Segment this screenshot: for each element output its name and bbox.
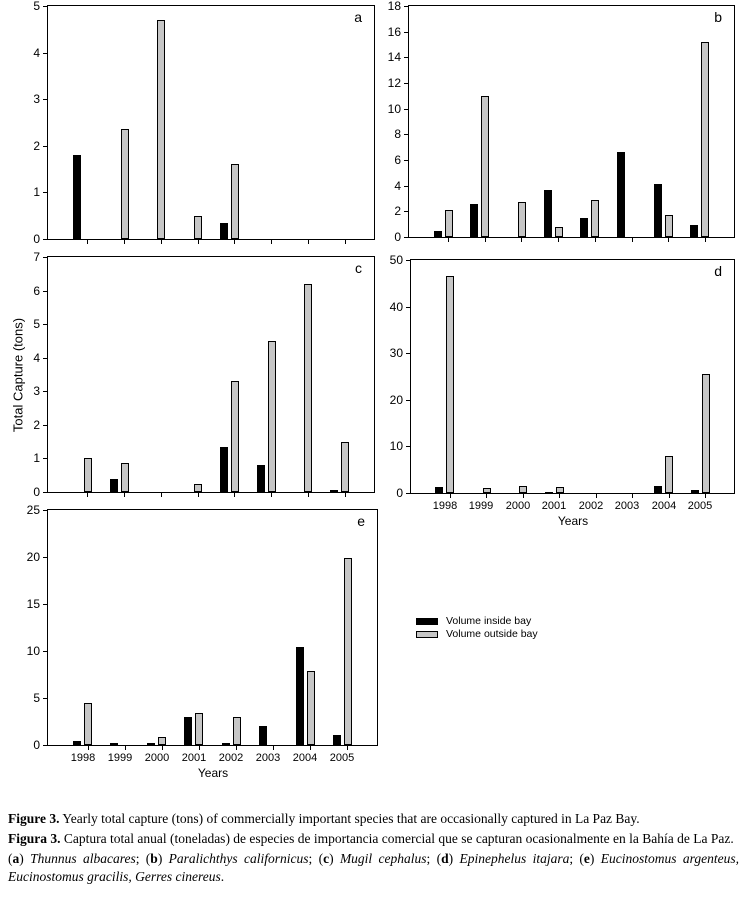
caption-text-run: Mugil cephalus <box>339 851 427 866</box>
bar-outside-1999 <box>481 96 489 237</box>
y-tick-label: 18 <box>387 0 401 13</box>
y-tick-label: 2 <box>33 418 40 432</box>
y-tick-label: 1 <box>33 185 40 199</box>
x-tick <box>345 493 346 497</box>
y-tick <box>43 698 47 699</box>
bar-outside-2001 <box>195 713 203 745</box>
bar-inside-2004 <box>296 647 304 745</box>
legend <box>416 615 538 641</box>
x-tick-label: 2001 <box>181 752 207 764</box>
y-tick-label: 0 <box>33 232 40 246</box>
bar-inside-1999 <box>110 743 118 745</box>
bar-inside-2003 <box>617 152 625 237</box>
y-tick <box>43 557 47 558</box>
bar-inside-2005 <box>691 490 699 493</box>
legend-label-outside-bay: Volume outside bay <box>446 628 538 640</box>
bar-outside-1998 <box>446 276 454 493</box>
x-tick <box>347 746 348 750</box>
y-tick-label: 10 <box>389 439 403 453</box>
x-axis-label-d: Years <box>557 514 589 528</box>
bar-inside-2002 <box>220 223 228 239</box>
y-tick <box>43 291 47 292</box>
y-tick-label: 2 <box>394 204 401 218</box>
bar-inside-1999 <box>110 479 118 492</box>
panel-letter-e: e <box>357 513 365 529</box>
y-tick-label: 5 <box>33 0 40 13</box>
y-tick <box>43 510 47 511</box>
x-tick <box>485 238 486 242</box>
bar-outside-1999 <box>121 463 129 492</box>
y-tick-label: 5 <box>33 691 40 705</box>
x-tick <box>523 494 524 498</box>
y-tick-label: 4 <box>33 46 40 60</box>
y-tick <box>406 307 410 308</box>
bar-inside-2002 <box>580 218 588 237</box>
y-tick-label: 0 <box>33 485 40 499</box>
y-tick-label: 25 <box>26 503 40 517</box>
bar-inside-2003 <box>257 465 265 492</box>
x-tick <box>345 240 346 244</box>
x-tick <box>705 494 706 498</box>
y-tick <box>404 83 408 84</box>
x-tick <box>124 493 125 497</box>
legend-item-inside-bay <box>416 615 538 628</box>
bar-outside-2001 <box>194 484 202 492</box>
figure-caption <box>8 810 739 888</box>
y-tick-label: 0 <box>33 738 40 752</box>
bar-inside-2002 <box>220 447 228 492</box>
y-tick <box>43 99 47 100</box>
y-tick-label: 4 <box>394 179 401 193</box>
x-tick <box>448 238 449 242</box>
x-tick-label: 2005 <box>687 500 713 512</box>
x-axis-label-e: Years <box>197 766 229 780</box>
y-tick-label: 3 <box>33 92 40 106</box>
caption-text-run: a <box>12 851 20 866</box>
caption-text-run: ) <box>157 851 169 866</box>
y-tick <box>404 160 408 161</box>
panel-letter-c: c <box>355 260 362 276</box>
x-tick <box>521 238 522 242</box>
caption-text-run: Epinephelus itajara <box>459 851 570 866</box>
caption-text-run: . <box>220 869 225 884</box>
bar-inside-2001 <box>544 190 552 237</box>
bar-inside-1998 <box>73 741 81 745</box>
y-tick <box>406 493 410 494</box>
y-tick-label: 5 <box>33 317 40 331</box>
bar-inside-2005 <box>333 735 341 745</box>
plot-area-e <box>48 510 377 745</box>
x-tick <box>198 240 199 244</box>
y-tick-label: 20 <box>389 393 403 407</box>
y-tick-label: 14 <box>387 50 401 64</box>
x-tick <box>162 746 163 750</box>
panel-letter-a: a <box>354 9 362 25</box>
caption-paragraph-3 <box>8 850 739 886</box>
y-tick-label: 16 <box>387 25 401 39</box>
caption-text-run: d <box>441 851 449 866</box>
bar-outside-2004 <box>304 284 312 492</box>
plot-area-a <box>48 6 374 239</box>
x-tick-label: 1998 <box>432 500 458 512</box>
bar-inside-1998 <box>434 231 442 237</box>
y-tick <box>43 492 47 493</box>
caption-text-run: Figura 3. <box>8 831 61 846</box>
x-tick <box>234 493 235 497</box>
bar-inside-2004 <box>654 184 662 237</box>
bar-inside-2003 <box>259 726 267 745</box>
bar-inside-1998 <box>73 155 81 239</box>
bar-outside-2001 <box>194 216 202 239</box>
x-tick <box>273 746 274 750</box>
legend-swatch-outside-bay-icon <box>416 631 438 638</box>
y-tick <box>43 146 47 147</box>
legend-swatch-inside-bay-icon <box>416 618 438 625</box>
bar-outside-2001 <box>556 487 564 493</box>
x-tick <box>87 240 88 244</box>
y-tick-label: 2 <box>33 139 40 153</box>
bar-outside-2000 <box>519 486 527 493</box>
x-tick <box>234 240 235 244</box>
bar-outside-2002 <box>231 164 239 239</box>
x-tick <box>161 493 162 497</box>
y-tick-label: 15 <box>26 597 40 611</box>
y-tick-label: 40 <box>389 300 403 314</box>
x-tick <box>632 494 633 498</box>
x-tick <box>236 746 237 750</box>
x-tick <box>199 746 200 750</box>
x-tick <box>308 240 309 244</box>
bar-inside-2005 <box>690 225 698 237</box>
x-tick-label: 2004 <box>292 752 318 764</box>
bar-outside-2002 <box>591 200 599 237</box>
caption-text-run: Yearly total capture (tons) of commercially important species that are occasionally captured in La Paz Bay. <box>59 811 640 826</box>
y-tick-label: 0 <box>396 486 403 500</box>
y-tick <box>406 446 410 447</box>
caption-text-run: Captura total anual (toneladas) de especies de importancia comercial que se capturan ocasionalmente en la Bahía de La Paz. <box>60 831 734 846</box>
caption-text-run: ; ( <box>308 851 324 866</box>
bar-outside-2005 <box>701 42 709 237</box>
chart-panel-c <box>47 256 375 493</box>
x-tick <box>88 746 89 750</box>
bar-outside-2004 <box>665 215 673 237</box>
y-tick-label: 10 <box>26 644 40 658</box>
caption-text-run: ) <box>19 851 31 866</box>
bar-outside-2000 <box>518 202 526 237</box>
plot-area-c <box>48 257 374 492</box>
panel-letter-b: b <box>714 9 722 25</box>
y-tick <box>43 239 47 240</box>
x-tick-label: 2005 <box>329 752 355 764</box>
bar-outside-1998 <box>84 458 92 492</box>
x-tick <box>125 746 126 750</box>
plot-area-d <box>411 260 734 493</box>
x-tick <box>308 493 309 497</box>
x-tick <box>559 494 560 498</box>
y-tick-label: 12 <box>387 76 401 90</box>
y-tick-label: 8 <box>394 127 401 141</box>
y-tick <box>404 134 408 135</box>
y-tick <box>43 192 47 193</box>
y-tick-label: 20 <box>26 550 40 564</box>
y-tick-label: 6 <box>394 153 401 167</box>
x-tick <box>271 240 272 244</box>
bar-inside-2000 <box>147 743 155 745</box>
bar-outside-1998 <box>84 703 92 745</box>
y-tick <box>43 458 47 459</box>
bar-outside-1999 <box>483 488 491 493</box>
x-tick <box>595 238 596 242</box>
caption-paragraph-2 <box>8 830 739 848</box>
x-tick-label: 2003 <box>255 752 281 764</box>
bar-outside-2001 <box>555 227 563 237</box>
caption-text-run: e <box>583 851 590 866</box>
y-tick-label: 6 <box>33 284 40 298</box>
caption-paragraph-1 <box>8 810 739 828</box>
bar-outside-2002 <box>231 381 239 492</box>
y-tick <box>43 324 47 325</box>
y-tick-label: 1 <box>33 451 40 465</box>
bar-outside-1999 <box>121 129 129 239</box>
plot-area-b <box>409 6 734 237</box>
chart-panel-e <box>47 509 378 746</box>
caption-text-run: Thunnus albacares <box>30 851 136 866</box>
x-tick <box>486 494 487 498</box>
x-tick-label: 1999 <box>107 752 133 764</box>
x-tick-label: 2000 <box>144 752 170 764</box>
x-tick-label: 2001 <box>541 500 567 512</box>
legend-item-outside-bay <box>416 628 538 641</box>
bar-inside-2002 <box>222 743 230 745</box>
y-tick <box>43 651 47 652</box>
y-tick-label: 0 <box>394 230 401 244</box>
x-tick <box>271 493 272 497</box>
y-tick <box>404 109 408 110</box>
caption-text-run: ) <box>329 851 340 866</box>
x-tick-label: 1998 <box>70 752 96 764</box>
y-tick <box>404 211 408 212</box>
x-tick <box>450 494 451 498</box>
caption-text-run: Eucinostomus argenteus, Eucinostomus gracilis, Gerres cinereus <box>8 851 739 884</box>
y-tick <box>43 425 47 426</box>
bar-outside-2000 <box>157 20 165 239</box>
y-tick-label: 4 <box>33 351 40 365</box>
x-tick <box>705 238 706 242</box>
y-tick <box>406 400 410 401</box>
y-tick <box>404 6 408 7</box>
y-tick <box>406 260 410 261</box>
bar-outside-2004 <box>307 671 315 745</box>
bar-outside-1998 <box>445 210 453 237</box>
y-tick <box>43 745 47 746</box>
bar-outside-2005 <box>341 442 349 492</box>
x-tick-label: 2003 <box>614 500 640 512</box>
y-tick <box>43 391 47 392</box>
x-tick <box>198 493 199 497</box>
y-axis-label: Total Capture (tons) <box>10 317 26 433</box>
x-tick-label: 2000 <box>505 500 531 512</box>
bar-outside-2000 <box>158 737 166 745</box>
x-tick <box>161 240 162 244</box>
y-tick <box>43 6 47 7</box>
caption-text-run: c <box>323 851 330 866</box>
caption-text-run: ; ( <box>569 851 584 866</box>
bar-inside-2001 <box>545 492 553 493</box>
chart-panel-b <box>408 5 735 238</box>
chart-panel-a <box>47 5 375 240</box>
y-tick-label: 3 <box>33 384 40 398</box>
y-tick <box>404 57 408 58</box>
y-tick <box>43 358 47 359</box>
chart-panel-d <box>410 259 735 494</box>
caption-text-run: ) <box>589 851 601 866</box>
bar-outside-2004 <box>665 456 673 493</box>
x-tick <box>124 240 125 244</box>
y-tick-label: 50 <box>389 253 403 267</box>
x-tick <box>310 746 311 750</box>
bar-inside-2001 <box>184 717 192 745</box>
y-tick-label: 7 <box>33 250 40 264</box>
caption-text-run: ( <box>8 851 13 866</box>
y-tick <box>404 32 408 33</box>
bar-outside-2002 <box>233 717 241 745</box>
caption-text-run: b <box>150 851 158 866</box>
caption-text-run: ; ( <box>426 851 442 866</box>
caption-text-run: Paralichthys californicus <box>168 851 309 866</box>
caption-text-run: Figure 3. <box>8 811 60 826</box>
bar-inside-1999 <box>470 204 478 237</box>
y-tick-label: 10 <box>387 102 401 116</box>
bar-outside-2003 <box>268 341 276 492</box>
bar-inside-1998 <box>435 487 443 493</box>
x-tick <box>668 238 669 242</box>
bar-outside-2005 <box>344 558 352 745</box>
bar-outside-2005 <box>702 374 710 493</box>
x-tick <box>632 238 633 242</box>
x-tick-label: 2002 <box>578 500 604 512</box>
panel-letter-d: d <box>714 263 722 279</box>
y-tick-label: 30 <box>389 346 403 360</box>
y-tick <box>43 257 47 258</box>
x-tick-label: 2004 <box>651 500 677 512</box>
caption-text-run: ; ( <box>135 851 151 866</box>
caption-text-run: ) <box>448 851 460 866</box>
y-tick <box>43 604 47 605</box>
x-tick-label: 1999 <box>468 500 494 512</box>
y-tick <box>406 353 410 354</box>
bar-inside-2005 <box>330 490 338 492</box>
x-tick <box>669 494 670 498</box>
bar-inside-2004 <box>654 486 662 493</box>
legend-label-inside-bay: Volume inside bay <box>446 615 532 627</box>
y-tick <box>404 237 408 238</box>
x-tick <box>596 494 597 498</box>
x-tick-label: 2002 <box>218 752 244 764</box>
x-tick <box>558 238 559 242</box>
y-tick <box>43 53 47 54</box>
y-tick <box>404 186 408 187</box>
x-tick <box>87 493 88 497</box>
